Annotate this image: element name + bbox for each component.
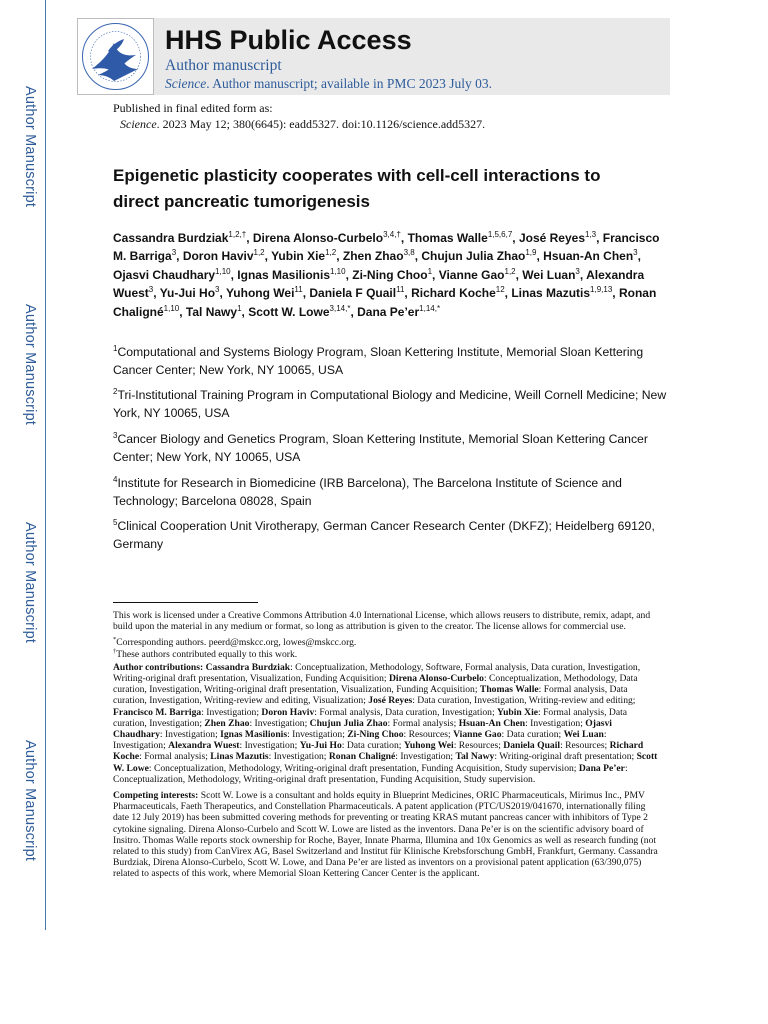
- author-affiliation-marker: 3: [215, 285, 220, 295]
- author-name: Hsuan-An Chen: [543, 249, 634, 264]
- author-affiliation-marker: 1,10: [163, 303, 180, 313]
- contributor-name: Ronan Chaligné: [328, 751, 396, 763]
- author-separator: ,: [176, 249, 183, 264]
- contributor-name: Alexandra Wuest: [168, 740, 240, 752]
- author-name: Tal Nawy: [185, 304, 238, 319]
- author-affiliation-marker: 3: [171, 248, 177, 258]
- contributor-name: José Reyes: [368, 695, 413, 707]
- author-name: Direna Alonso-Curbelo: [252, 231, 384, 245]
- contributor-roles: : Data curation;: [341, 740, 404, 752]
- sidebar-rule: [45, 0, 46, 930]
- page-title: HHS Public Access: [165, 25, 412, 55]
- citation: [113, 116, 485, 132]
- contributor-roles: : Investigation;: [159, 729, 221, 741]
- author-name: Zhen Zhao: [342, 249, 404, 264]
- author-name: Cassandra Burdziak: [113, 231, 229, 245]
- pmc-availability: [165, 75, 670, 93]
- contributor-name: Yuhong Wei: [403, 740, 454, 752]
- author-affiliation-marker: 3: [575, 266, 580, 276]
- affiliation: $^5$Clinical Cooperation Unit Virotherapy, German Cancer Research Center (DKFZ); Heidelberg 69120, Germany: [113, 517, 655, 551]
- contributor-roles: : Investigation;: [239, 740, 300, 752]
- author-separator: ,: [219, 286, 226, 301]
- author-name: Chujun Julia Zhao: [421, 249, 526, 264]
- author-affiliation-marker: 1,5,6,7: [487, 230, 513, 239]
- author-affiliation-marker: 1,10: [215, 266, 231, 276]
- author-separator: ,: [515, 267, 523, 282]
- publication-info: [113, 100, 485, 132]
- published-intro: Published in final edited form as:: [113, 101, 273, 115]
- author-separator: ,: [404, 286, 412, 301]
- author-affiliation-marker: 1,3: [585, 230, 597, 239]
- author-affiliation-marker: 11: [396, 285, 405, 295]
- contributor-roles: : Investigation;: [395, 751, 456, 763]
- author-affiliation-marker: 1,14,*: [419, 303, 441, 313]
- contributor-roles: : Formal analysis;: [387, 717, 459, 729]
- author-separator: ,: [612, 286, 619, 301]
- author-affiliation-marker: 3: [633, 248, 638, 258]
- author-affiliation-marker: 1,9: [525, 248, 537, 258]
- author-separator: ,: [230, 267, 238, 282]
- author-affiliation-marker: 1: [237, 303, 242, 313]
- author-name: Scott W. Lowe: [248, 304, 330, 319]
- contributor-roles: : Formal analysis, Data curation, Investigation;: [314, 706, 498, 718]
- author-separator: ,: [536, 249, 544, 264]
- author-separator: ,: [345, 267, 353, 282]
- affiliation: $^3$Cancer Biology and Genetics Program, Sloan Kettering Institute, Memorial Sloan Kettering Cancer Center; New York, NY 10065, USA: [113, 430, 648, 464]
- author-affiliation-marker: 3: [148, 285, 154, 295]
- author-name: Yubin Xie: [271, 249, 326, 264]
- contributor-roles: : Writing-original draft presentation;: [494, 751, 637, 763]
- author-name: Yu-Jui Ho: [159, 286, 216, 301]
- contributor-name: Hsuan-An Chen: [458, 717, 526, 729]
- contributor-roles: : Investigation;: [249, 717, 310, 729]
- contributor-roles: : Resources;: [453, 740, 504, 752]
- author-name: Francisco M. Barriga: [113, 231, 660, 264]
- author-separator: ,: [432, 267, 439, 282]
- author-affiliation-marker: 1,2: [253, 248, 265, 258]
- contributor-name: Yu-Jui Ho: [299, 740, 342, 752]
- contributor-name: Direna Alonso-Curbelo: [388, 673, 484, 685]
- author-separator: ,: [246, 231, 253, 245]
- author-name: Daniela F Quail: [309, 286, 397, 301]
- sidebar-label: Author Manuscript: [22, 522, 38, 644]
- author-affiliation-marker: 12: [495, 285, 505, 295]
- contributor-name: Dana Pe’er: [578, 762, 625, 774]
- article-title: [113, 163, 653, 215]
- author-separator: ,: [414, 249, 422, 264]
- footnote-rule: [113, 602, 258, 603]
- author-affiliation-marker: 3,4,†: [383, 230, 401, 239]
- contributor-roles: : Conceptualization, Methodology, Writing-original draft presentation, Funding Acquisition, Study supervision.: [113, 762, 628, 785]
- contributor-name: Daniela Quail: [503, 740, 561, 752]
- contributor-name: Ignas Masilionis: [220, 729, 288, 741]
- author-name: Doron Haviv: [182, 249, 254, 264]
- author-separator: ,: [302, 286, 310, 301]
- contributor-roles: : Data curation;: [501, 729, 564, 741]
- competing-interests: Competing interests: Scott W. Lowe is a consultant and holds equity in Blueprint Medicines, ORIC Pharmaceuticals, Mirimus Inc., PMV Pharmaceuticals, Faeth Therapeutics, and Constellation Pharmaceuticals. A patent application (PTC/US2019/041670, internationally filing date 12 July 2019) has been submitted covering methods for preventing or treating KRAS mutant pancreas cancer with inhibitors of Type 2 cytokine signaling. Direna Alonso-Curbelo and Scott W. Lowe are listed as the inventors. Dana Pe’er is on the scientific advisory board of Insitro. Thomas Walle reports stock ownership for Roche, Bayer, Innate Pharma, Illumina and 10x Genomics as well as research funding (not related to this study) from CanVirex AG, Basel Switzerland and Institut für Klinische Krebsforschung GmbH, Frankfurt, Germany. Cassandra Burdziak, Direna Alonso-Curbelo, Scott W. Lowe, and Dana Pe’er are listed as inventors on a provisional patent application (63/390,075) related to aspects of this work, where Memorial Sloan Kettering Cancer Center is the applicant.: [113, 790, 658, 880]
- author-name: Ignas Masilionis: [237, 267, 330, 282]
- author-separator: ,: [350, 304, 358, 319]
- author-affiliation-marker: 1,9,13: [590, 285, 613, 295]
- contributor-roles: : Investigation;: [201, 706, 262, 718]
- contributor-roles: : Conceptualization, Methodology, Writing-original draft presentation, Funding Acquisition, Study supervision;: [148, 762, 579, 774]
- contributor-roles: : Investigation;: [268, 751, 329, 763]
- author-name: Wei Luan: [522, 267, 576, 282]
- article-title-line: direct pancreatic tumorigenesis: [113, 192, 370, 211]
- author-name: Zi-Ning Choo: [352, 267, 428, 282]
- citation-journal: Science: [120, 117, 157, 131]
- header-banner: [154, 18, 670, 95]
- contributor-name: Francisco M. Barriga: [113, 706, 202, 718]
- contributor-name: Scott W. Lowe: [113, 751, 658, 774]
- contributor-name: Thomas Walle: [479, 684, 539, 696]
- author-affiliation-marker: 1,10: [330, 266, 346, 276]
- affiliation: $^2$Tri-Institutional Training Program in Computational Biology and Medicine, Weill Cornell Medicine; New York, NY 10065, USA: [113, 386, 667, 420]
- contributor-name: Tal Nawy: [455, 751, 495, 763]
- author-affiliation-marker: 1,2: [325, 248, 337, 258]
- contributor-name: Zi-Ning Choo: [347, 729, 404, 741]
- hhs-eagle-icon: [78, 19, 153, 94]
- author-separator: ,: [153, 286, 160, 301]
- contributor-roles: : Investigation;: [113, 729, 607, 752]
- contributor-roles: : Formal analysis, Data curation, Investigation;: [113, 706, 628, 729]
- contributor-roles: : Resources;: [403, 729, 454, 741]
- author-separator: ,: [179, 304, 186, 319]
- sidebar-label: Author Manuscript: [22, 740, 38, 862]
- author-separator: ,: [579, 267, 587, 282]
- author-name: Richard Koche: [411, 286, 496, 301]
- author-affiliation-marker: 1,2: [504, 266, 516, 276]
- author-separator: ,: [637, 249, 641, 264]
- author-name: Dana Pe’er: [357, 304, 420, 319]
- author-name: Ojasvi Chaudhary: [113, 267, 216, 282]
- contributor-roles: : Formal analysis, Data curation, Investigation, Writing-review and editing, Visualization;: [113, 684, 628, 707]
- author-name: Alexandra Wuest: [113, 267, 645, 301]
- article-title-line: Epigenetic plasticity cooperates with cell-cell interactions to: [113, 166, 601, 185]
- contributor-name: Chujun Julia Zhao: [309, 717, 388, 729]
- author-name: Linas Mazutis: [511, 286, 591, 301]
- author-name: José Reyes: [518, 231, 585, 245]
- contributor-name: Wei Luan: [563, 729, 604, 741]
- author-separator: ,: [504, 286, 512, 301]
- contributor-roles: : Conceptualization, Methodology, Software, Formal analysis, Data curation, Investigation, Writing-original draft presentation, Visualization, Funding Acquisition;: [113, 661, 641, 685]
- journal-name: Science: [165, 76, 207, 91]
- author-separator: ,: [512, 231, 519, 245]
- author-name: Thomas Walle: [407, 231, 488, 245]
- sidebar-label: Author Manuscript: [22, 304, 38, 426]
- hhs-logo: [77, 18, 154, 95]
- contributor-name: Vianne Gao: [453, 729, 502, 741]
- contributor-roles: : Formal analysis;: [139, 751, 211, 763]
- contributor-name: Richard Koche: [113, 740, 644, 763]
- author-affiliation-marker: 3,8: [403, 248, 415, 258]
- author-separator: ,: [400, 231, 408, 245]
- contributor-roles: : Investigation;: [525, 717, 586, 729]
- author-separator: ,: [241, 304, 249, 319]
- author-affiliation-marker: 3,14,*: [329, 303, 351, 313]
- contributor-name: Ojasvi Chaudhary: [113, 717, 612, 741]
- affiliation: $^1$Computational and Systems Biology Program, Sloan Kettering Institute, Memorial Sloan Kettering Cancer Center; New York, NY 10065, USA: [113, 343, 644, 377]
- contributor-name: Linas Mazutis: [210, 751, 269, 763]
- license-note: This work is licensed under a Creative Commons Attribution 4.0 International License, which allows reusers to distribute, remix, adapt, and build upon the material in any medium or format, so long as attribution is given to the creator. The license allows for commercial use.: [113, 610, 651, 633]
- contributor-name: Doron Haviv: [261, 706, 315, 718]
- sidebar-label: Author Manuscript: [22, 86, 38, 208]
- author-affiliation-marker: 1: [427, 266, 433, 276]
- author-name: Vianne Gao: [438, 267, 505, 282]
- contributor-name: Yubin Xie: [497, 706, 539, 718]
- manuscript-type: Author manuscript: [165, 57, 282, 74]
- author-separator: ,: [264, 249, 272, 264]
- author-name: Ronan Chaligné: [113, 286, 657, 319]
- corresponding-note: *Corresponding authors. peerd@mskcc.org, lowes@mskcc.org. †These authors contributed equally to this work.: [113, 636, 357, 660]
- contributor-roles: : Conceptualization, Methodology, Data curation, Investigation, Writing-original draft presentation, Visualization, Funding Acquisition;: [113, 673, 638, 696]
- author-separator: ,: [336, 249, 343, 264]
- footnotes: [113, 610, 658, 882]
- availability-text: . Author manuscript; available in PMC 2023 July 03.: [206, 76, 492, 91]
- author-list: [113, 229, 663, 321]
- affiliation: $^4$Institute for Research in Biomedicine (IRB Barcelona), The Barcelona Institute of Science and Technology; Barcelona 08028, Spain: [113, 474, 622, 508]
- contributor-name: Zhen Zhao: [204, 717, 250, 729]
- citation-text: . 2023 May 12; 380(6645): eadd5327. doi:10.1126/science.add5327.: [156, 117, 486, 131]
- contributor-roles: : Investigation;: [287, 729, 348, 741]
- author-affiliation-marker: 1,2,†: [228, 230, 247, 239]
- author-affiliation-marker: 11: [294, 285, 303, 295]
- author-contributions: Author contributions: Cassandra Burdziak: Conceptualization, Methodology, Software, Formal analysis, Data curation, Investigation, Writing-original draft presentation, Visualization, Funding Acquisition; Direna Alonso-Curbelo: Conceptualization, Methodology, Data curation, Investigation, Writing-original draft presentation, Visualization, Funding Acquisition; Thomas Walle: Formal analysis, Data curation, Investigation, Writing-review and editing, Visualization; José Reyes: Data curation, Investigation, Writing-review and editing; Francisco M. Barriga: Investigation; Doron Haviv: Formal analysis, Data curation, Investigation; Yubin Xie: Formal analysis, Data curation, Investigation; Zhen Zhao: Investigation; Chujun Julia Zhao: Formal analysis; Hsuan-An Chen: Investigation; Ojasvi Chaudhary: Investigation; Ignas Masilionis: Investigation; Zi-Ning Choo: Resources; Vianne Gao: Data curation; Wei Luan: Investigation; Alexandra Wuest: Investigation; Yu-Jui Ho: Data curation; Yuhong Wei: Resources; Daniela Quail: Resources; Richard Koche: Formal analysis; Linas Mazutis: Investigation; Ronan Chaligné: Investigation; Tal Nawy: Writing-original draft presentation; Scott W. Lowe: Conceptualization, Methodology, Writing-original draft presentation, Funding Acquisition, Study supervision; Dana Pe’er: Conceptualization, Methodology, Writing-original draft presentation, Funding Acquisition, Study supervision.: [113, 661, 658, 785]
- author-name: Yuhong Wei: [225, 286, 295, 301]
- contributor-roles: : Data curation, Investigation, Writing-review and editing;: [412, 695, 636, 707]
- author-separator: ,: [596, 231, 603, 245]
- contributor-roles: : Resources;: [560, 740, 610, 752]
- contributor-name: Cassandra Burdziak: [205, 661, 291, 673]
